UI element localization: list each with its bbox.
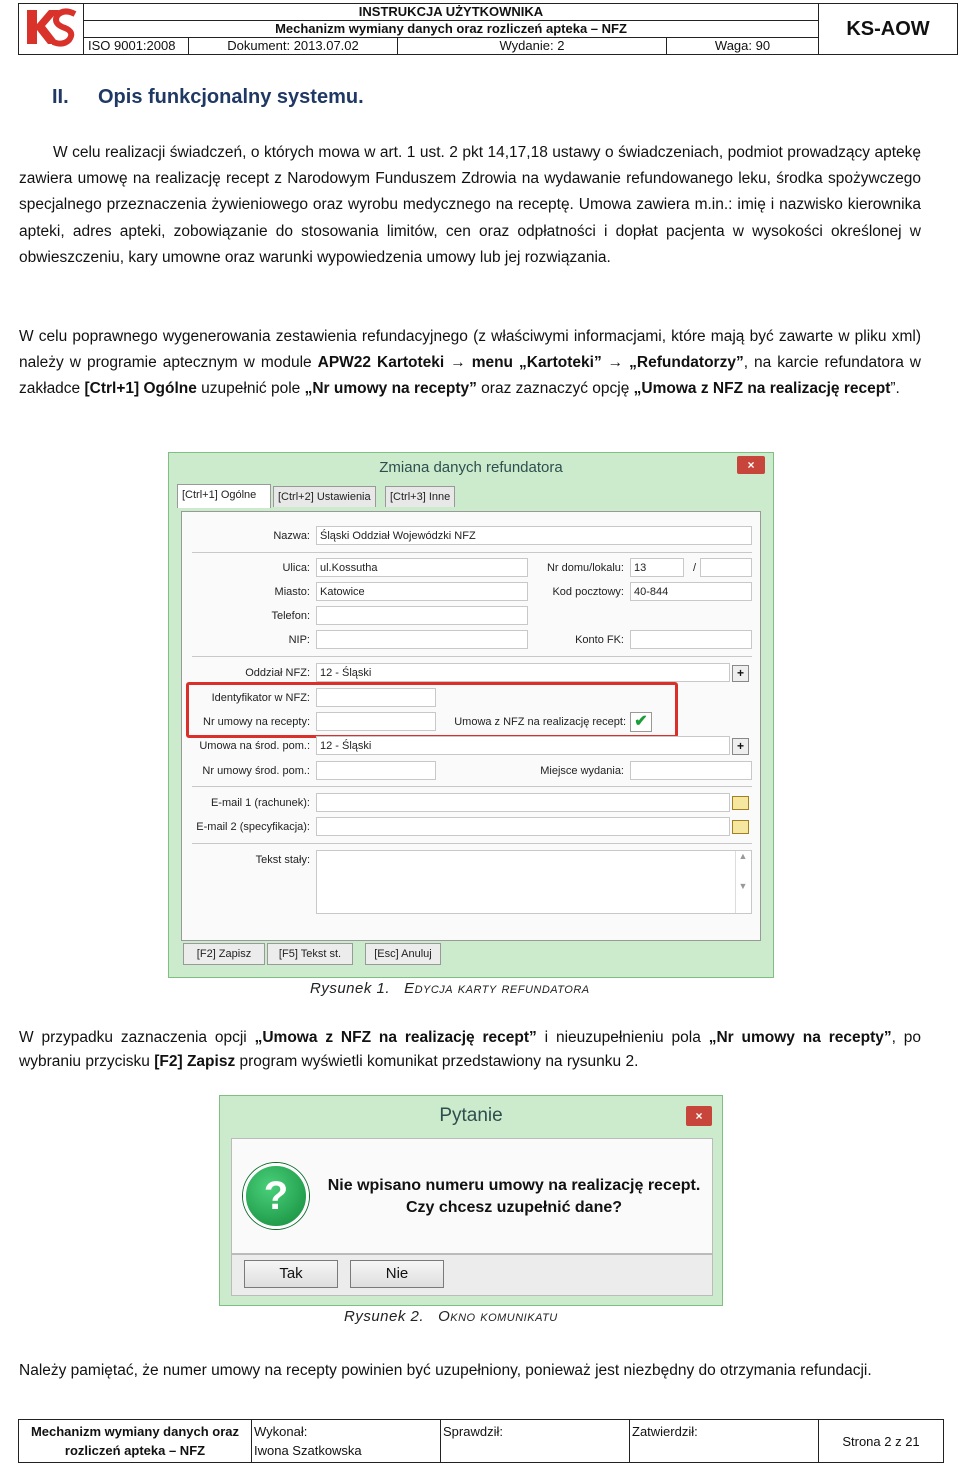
- refundator-window: [168, 452, 774, 978]
- nr-umowy-srod-label: Nr umowy środ. pom.:: [202, 765, 310, 777]
- oddzial-label: Oddział NFZ:: [245, 667, 310, 679]
- lokal-field[interactable]: [700, 558, 752, 577]
- dialog-body: [231, 1138, 713, 1254]
- telefon-field[interactable]: [316, 606, 528, 625]
- nr-umowy-label: Nr umowy na recepty:: [203, 716, 310, 728]
- header-title-2: Mechanizm wymiany danych oraz rozliczeń apteka – NFZ: [84, 21, 819, 38]
- wydanie-cell: Wydanie: 2: [398, 38, 667, 55]
- tekst-textarea[interactable]: [316, 850, 752, 914]
- plus-icon[interactable]: +: [732, 738, 749, 755]
- tab-inne[interactable]: [Ctrl+3] Inne: [385, 486, 455, 507]
- envelope-icon[interactable]: [732, 820, 749, 834]
- umowa-srod-label: Umowa na środ. pom.:: [199, 740, 310, 752]
- section-heading: [52, 86, 364, 109]
- iso-cell: ISO 9001:2008: [84, 38, 189, 55]
- paragraph-2: W celu poprawnego wygenerowania zestawienia refundacyjnego (z właściwymi informacjami, które mają być zawarte w pliku xml) należy w programie aptecznym w module APW22 Kartoteki → menu „Kartoteki” → „Refundatorzy”, na karcie refundatora w zakładce [Ctrl+1] Ogólne uzupełnić pole „Nr umowy na recepty” oraz zaznaczyć opcję „Umowa z NFZ na realizację recept”.: [19, 328, 921, 398]
- section-title: Opis funkcjonalny systemu.: [98, 86, 364, 108]
- email1-field[interactable]: [316, 793, 730, 812]
- footer-doc-title: Mechanizm wymiany danych oraz rozliczeń apteka – NFZ: [19, 1420, 252, 1463]
- question-window: [219, 1095, 723, 1306]
- no-button[interactable]: Nie: [350, 1260, 444, 1288]
- nr-label: Nr domu/lokalu:: [546, 562, 624, 574]
- doc-code: KS-AOW: [819, 4, 958, 55]
- footer-page: Strona 2 z 21: [819, 1420, 944, 1463]
- plus-icon[interactable]: +: [732, 665, 749, 682]
- nazwa-label: Nazwa:: [273, 530, 310, 542]
- section-number: II.: [52, 86, 69, 108]
- caption-2: Rysunek 2. Okno komunikatu: [344, 1308, 558, 1325]
- divider: [192, 843, 752, 844]
- caption-1: Rysunek 1. Edycja karty refundatora: [310, 980, 590, 997]
- tab-ustawienia[interactable]: [Ctrl+2] Ustawienia: [273, 486, 376, 507]
- tab-ogolne[interactable]: [Ctrl+1] Ogólne: [177, 484, 271, 508]
- divider: [192, 786, 752, 787]
- tekst-label: Tekst stały:: [255, 854, 310, 866]
- miasto-field[interactable]: Katowice: [316, 582, 528, 601]
- identyfikator-label: Identyfikator w NFZ:: [211, 692, 310, 704]
- slash-label: /: [692, 562, 696, 574]
- nazwa-field[interactable]: Śląski Oddział Wojewódzki NFZ: [316, 526, 752, 545]
- nr-umowy-field[interactable]: [316, 712, 436, 731]
- email2-label: E-mail 2 (specyfikacja):: [196, 821, 310, 833]
- divider: [192, 552, 752, 553]
- email2-field[interactable]: [316, 817, 730, 836]
- umowa-nfz-checkbox[interactable]: ✔: [630, 712, 652, 732]
- window-title: Zmiana danych refundatora: [379, 459, 563, 476]
- miejsce-label: Miejsce wydania:: [540, 765, 624, 777]
- text-button[interactable]: [F5] Tekst st.: [267, 943, 353, 965]
- paragraph-3: W przypadku zaznaczenia opcji „Umowa z NFZ na realizację recept” i nieuzupełnieniu pola „Nr umowy na recepty”, po wybraniu przycisku [F2] Zapisz program wyświetli komunikat przedstawiony na rysunku 2.: [19, 1029, 922, 1070]
- ulica-label: Ulica:: [282, 562, 310, 574]
- identyfikator-field[interactable]: [316, 688, 436, 707]
- footer-wykonal: Wykonał: Iwona Szatkowska: [252, 1420, 441, 1463]
- oddzial-field[interactable]: 12 - Śląski: [316, 663, 730, 682]
- paragraph-1: W celu realizacji świadczeń, o których mowa w art. 1 ust. 2 pkt 14,17,18 ustawy o świadczeniach, podmiot prowadzący aptekę zawiera umowę na realizację recept z Narodowym Funduszem Zdrowia na wydawanie refundowanego leku, środka spożywczego specjalnego przeznaczenia żywieniowego oraz wyrobu medycznego na receptę. Umowa zawiera m.in.: imię i nazwisko kierownika apteki, adres apteki, zobowiązanie do stosowania limitów, cen oraz odpłatności i dopłat pacjenta w wysokości określonej w obwieszczeniu, kary umowne oraz warunki wypowiedzenia umowy lub jej rozwiązania.: [19, 144, 921, 266]
- logo: [19, 4, 84, 55]
- kod-field[interactable]: 40-844: [630, 582, 752, 601]
- footer-zatwierdzil: Zatwierdził:: [630, 1420, 819, 1463]
- konto-label: Konto FK:: [575, 634, 624, 646]
- dialog-title: Pytanie: [439, 1105, 503, 1126]
- kod-label: Kod pocztowy:: [552, 586, 624, 598]
- nr-umowy-srod-field[interactable]: [316, 761, 436, 780]
- dialog-footer: [231, 1254, 713, 1296]
- save-button[interactable]: [F2] Zapisz: [183, 943, 265, 965]
- email1-label: E-mail 1 (rachunek):: [210, 797, 310, 809]
- miejsce-field[interactable]: [630, 761, 752, 780]
- divider: [192, 656, 752, 657]
- nr-field[interactable]: 13: [630, 558, 684, 577]
- footer-sprawdzil: Sprawdził:: [441, 1420, 630, 1463]
- ks-logo-icon: [23, 4, 79, 50]
- form-panel: [181, 511, 761, 941]
- page-header: [18, 3, 958, 55]
- close-icon[interactable]: ×: [686, 1106, 712, 1126]
- telefon-label: Telefon:: [271, 610, 310, 622]
- paragraph-4: Należy pamiętać, że numer umowy na recepty powinien być uzupełniony, ponieważ jest niezbędny do otrzymania refundacji.: [19, 1362, 872, 1379]
- umowa-nfz-label: Umowa z NFZ na realizację recept:: [454, 716, 626, 728]
- miasto-label: Miasto:: [274, 586, 310, 598]
- question-icon: ?: [243, 1163, 309, 1229]
- close-icon[interactable]: ×: [737, 456, 765, 474]
- cancel-button[interactable]: [Esc] Anuluj: [365, 943, 441, 965]
- scrollbar[interactable]: ▲ ▼: [735, 851, 750, 913]
- page-footer: [18, 1419, 944, 1463]
- ulica-field[interactable]: ul.Kossutha: [316, 558, 528, 577]
- konto-field[interactable]: [630, 630, 752, 649]
- envelope-icon[interactable]: [732, 796, 749, 810]
- dokument-cell: Dokument: 2013.07.02: [189, 38, 398, 55]
- waga-cell: Waga: 90: [667, 38, 819, 55]
- nip-label: NIP:: [288, 634, 310, 646]
- dialog-message: Nie wpisano numeru umowy na realizację recept. Czy chcesz uzupełnić dane?: [327, 1177, 701, 1216]
- yes-button[interactable]: Tak: [244, 1260, 338, 1288]
- umowa-srod-field[interactable]: 12 - Śląski: [316, 736, 730, 755]
- header-title-1: INSTRUKCJA UŻYTKOWNIKA: [84, 4, 819, 21]
